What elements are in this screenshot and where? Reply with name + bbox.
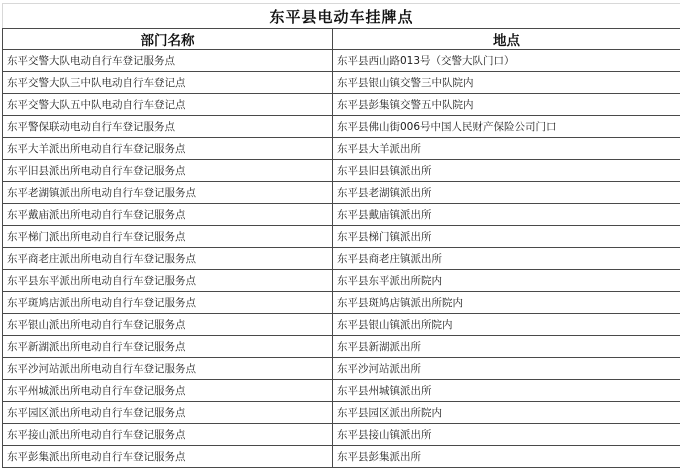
dept-name-cell: 东平斑鸠店派出所电动自行车登记服务点 bbox=[3, 292, 333, 314]
dept-name-cell: 东平州城派出所电动自行车登记服务点 bbox=[3, 380, 333, 402]
location-cell: 东平县商老庄镇派出所 bbox=[333, 248, 681, 270]
table-row bbox=[3, 248, 681, 270]
dept-name-cell: 东平银山派出所电动自行车登记服务点 bbox=[3, 314, 333, 336]
location-cell: 东平县大羊派出所 bbox=[333, 138, 681, 160]
location-cell: 东平县州城镇派出所 bbox=[333, 380, 681, 402]
table-row bbox=[3, 50, 681, 72]
location-cell: 东平县园区派出所院内 bbox=[333, 402, 681, 424]
table-row bbox=[3, 182, 681, 204]
dept-name-cell: 东平彭集派出所电动自行车登记服务点 bbox=[3, 446, 333, 468]
table-row bbox=[3, 402, 681, 424]
table-row bbox=[3, 292, 681, 314]
table-row bbox=[3, 72, 681, 94]
header-row bbox=[3, 29, 681, 50]
location-cell: 东平县旧县镇派出所 bbox=[333, 160, 681, 182]
location-cell: 东平县银山镇交警三中队院内 bbox=[333, 72, 681, 94]
table-row bbox=[3, 314, 681, 336]
location-cell: 东平县彭集派出所 bbox=[333, 446, 681, 468]
table-row bbox=[3, 204, 681, 226]
dept-name-cell: 东平戴庙派出所电动自行车登记服务点 bbox=[3, 204, 333, 226]
location-cell: 东平县梯门镇派出所 bbox=[333, 226, 681, 248]
dept-name-cell: 东平梯门派出所电动自行车登记服务点 bbox=[3, 226, 333, 248]
dept-name-cell: 东平新湖派出所电动自行车登记服务点 bbox=[3, 336, 333, 358]
registration-points-table bbox=[2, 3, 680, 468]
table-row bbox=[3, 160, 681, 182]
dept-name-cell: 东平旧县派出所电动自行车登记服务点 bbox=[3, 160, 333, 182]
location-cell: 东平县新湖派出所 bbox=[333, 336, 681, 358]
dept-name-cell: 东平交警大队电动自行车登记服务点 bbox=[3, 50, 333, 72]
table-row bbox=[3, 270, 681, 292]
location-cell: 东平县银山镇派出所院内 bbox=[333, 314, 681, 336]
location-cell: 东平县西山路013号（交警大队门口） bbox=[333, 50, 681, 72]
dept-name-cell: 东平警保联动电动自行车登记服务点 bbox=[3, 116, 333, 138]
dept-name-cell: 东平交警大队五中队电动自行车登记点 bbox=[3, 94, 333, 116]
dept-name-cell: 东平沙河站派出所电动自行车登记服务点 bbox=[3, 358, 333, 380]
dept-name-cell: 东平接山派出所电动自行车登记服务点 bbox=[3, 424, 333, 446]
dept-name-cell: 东平县东平派出所电动自行车登记服务点 bbox=[3, 270, 333, 292]
dept-name-cell: 东平交警大队三中队电动自行车登记点 bbox=[3, 72, 333, 94]
location-cell: 东平县接山镇派出所 bbox=[333, 424, 681, 446]
location-cell: 东平县戴庙镇派出所 bbox=[333, 204, 681, 226]
table-row bbox=[3, 358, 681, 380]
table-title: 东平县电动车挂牌点 bbox=[3, 4, 681, 29]
table-row bbox=[3, 336, 681, 358]
table-row bbox=[3, 424, 681, 446]
dept-name-cell: 东平商老庄派出所电动自行车登记服务点 bbox=[3, 248, 333, 270]
dept-name-cell: 东平大羊派出所电动自行车登记服务点 bbox=[3, 138, 333, 160]
table-row bbox=[3, 226, 681, 248]
column-header-location: 地点 bbox=[333, 29, 681, 50]
location-cell: 东平县佛山街006号中国人民财产保险公司门口 bbox=[333, 116, 681, 138]
location-cell: 东平县老湖镇派出所 bbox=[333, 182, 681, 204]
table-body bbox=[3, 50, 681, 468]
column-header-dept: 部门名称 bbox=[3, 29, 333, 50]
location-cell: 东平县斑鸠店镇派出所院内 bbox=[333, 292, 681, 314]
table-row bbox=[3, 380, 681, 402]
location-cell: 东平县彭集镇交警五中队院内 bbox=[333, 94, 681, 116]
table-row bbox=[3, 446, 681, 468]
title-row bbox=[3, 4, 681, 29]
table-row bbox=[3, 94, 681, 116]
location-cell: 东平沙河站派出所 bbox=[333, 358, 681, 380]
dept-name-cell: 东平老湖镇派出所电动自行车登记服务点 bbox=[3, 182, 333, 204]
registration-points-sheet bbox=[2, 3, 680, 468]
table-row bbox=[3, 116, 681, 138]
location-cell: 东平县东平派出所院内 bbox=[333, 270, 681, 292]
dept-name-cell: 东平园区派出所电动自行车登记服务点 bbox=[3, 402, 333, 424]
table-row bbox=[3, 138, 681, 160]
